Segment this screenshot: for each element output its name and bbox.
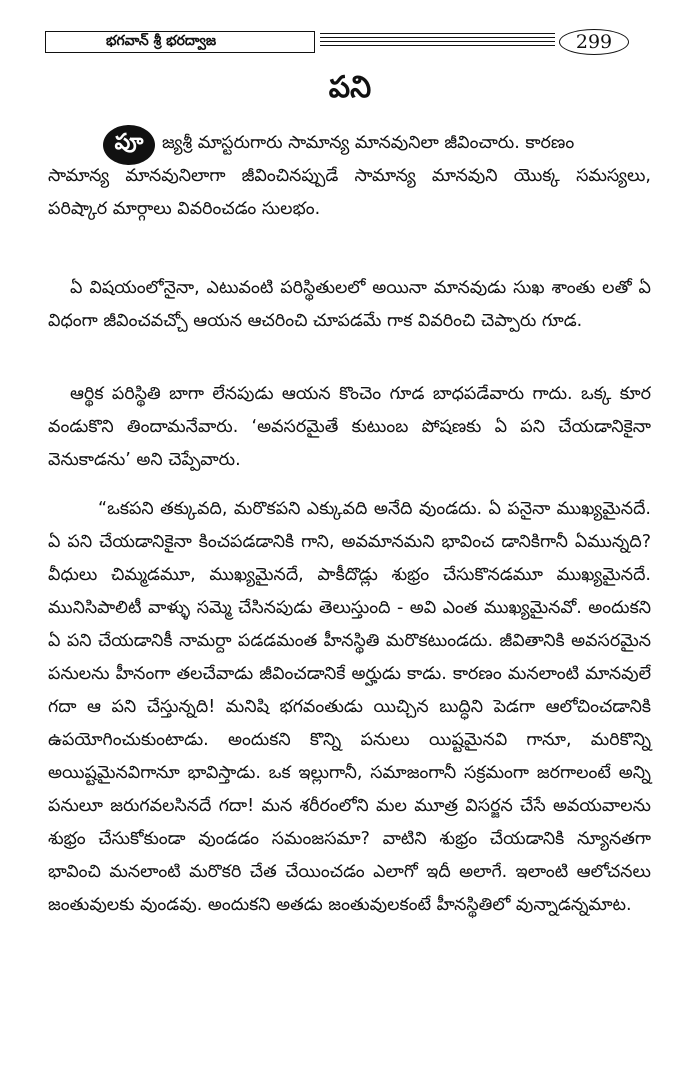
book-title: భగవాన్ శ్రీ భరద్వాజ [106, 32, 217, 49]
paragraph-2: ఏ విషయంలోనైనా, ఎటువంటి పరిస్థితులలో అయినా మానవుడు సుఖ శాంతు లతో ఏ విధంగా జీవించవచ్చో ఆయన ఆచరించి చూపడమే గాక వివరించి చెప్పారు గూడ. [48, 278, 651, 331]
paragraph-4: “ఒకపని తక్కువది, మరొకపని ఎక్కువది అనేది వుండదు. ఏ పనైనా ముఖ్యమైనదే. ఏ పని చేయడానికైనా కించపడడానికి గాని, అవమానమని భావించ డానికిగానీ ఏమున్నది? వీధులు చిమ్మడమూ, ముఖ్యమైనదే, పాకీదొడ్లు శుభ్రం చేసుకొనడమూ ముఖ్యమైనదే. మునిసిపాలిటీ వాళ్ళు సమ్మె చేసినపుడు తెలుస్తుంది - అవి ఎంత ముఖ్యమైనవో. అందుకని ఏ పని చేయడానికీ నామర్దా పడడమంత హీనస్థితి మరొకటుండదు. జీవితానికి అవసరమైన పనులను హీనంగా తలచేవాడు జీవించడానికే అర్హుడు కాడు. కారణం మనలాంటి మానవులే గదా ఆ పని చేస్తున్నది! మనిషి భగవంతుడు యిచ్చిన బుద్ధిని పెడగా ఆలోచించడానికి ఉపయోగించుకుంటాడు. అందుకని కొన్ని పనులు యిష్టమైనవి గానూ, మరికొన్ని అయిష్టమైనవిగానూ భావిస్తాడు. ఒక ఇల్లుగానీ, సమాజంగానీ సక్రమంగా జరగాలంటే అన్ని పనులూ జరుగవలసినదే గదా! మన శరీరంలోని మల మూత్ర విసర్జన చేసే అవయవాలను శుభ్రం చేసుకోకుండా వుండడం సమంజసమా? వాటిని శుభ్రం చేయడానికి న్యూనతగా భావించి మనలాంటి మరొకరి చేత చేయించడం ఎలాగో ఇదీ అలాగే. ఇలాంటి ఆలోచనలు జంతువులకు వుండవు. అందుకని అతడు జంతువులకంటే హీనస్థితిలో వున్నాడన్నమాట. [48, 499, 651, 915]
chapter-title: పని [328, 70, 372, 105]
header-rules [320, 33, 555, 51]
page-number-label: 299 [575, 31, 613, 53]
paragraph-3: ఆర్థిక పరిస్థితి బాగా లేనపుడు ఆయన కొంచెం గూడ బాధపడేవారు గాదు. ఒక్క కూర వండుకొని తిందామనేవారు. ‘అవసరమైతే కుటుంబ పోషణకు ఏ పని చేయడానికైనా వెనుకాడను’ అని చెప్పేవారు. [48, 384, 651, 470]
page-number [559, 29, 629, 55]
paragraph-1-first-line: జ్యశ్రీ మాస్టరుగారు సామాన్య మానవునిలా జీవించారు. కారణం [162, 133, 575, 153]
drop-cap: పూ [103, 125, 155, 165]
running-header-title [45, 31, 315, 53]
paragraph-1-rest: సామాన్య మానవునిలాగా జీవించినప్పుడే సామాన్య మానవుని యొక్క సమస్యలు, పరిష్కార మార్గాలు వివరించడం సులభం. [48, 166, 651, 219]
